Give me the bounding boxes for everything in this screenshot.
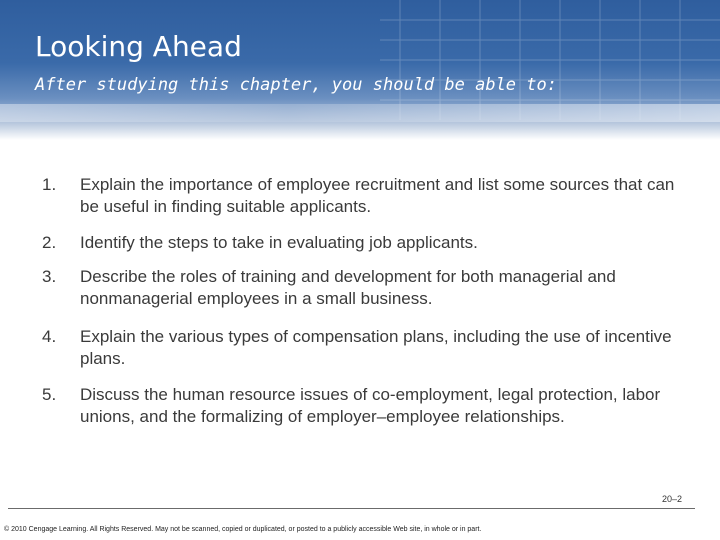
objective-item — [42, 326, 692, 370]
objective-item — [42, 174, 692, 218]
objective-text: Identify the steps to take in evaluating job applicants. — [80, 233, 478, 252]
objective-text: Explain the importance of employee recruitment and list some sources that can be useful in finding suitable applicants. — [80, 175, 675, 216]
objective-text: Describe the roles of training and development for both managerial and nonmanagerial employees in a small business. — [80, 267, 616, 308]
objective-number: 5. — [42, 385, 57, 404]
objective-number: 3. — [42, 267, 57, 286]
footer-divider — [8, 508, 695, 509]
objective-number: 2. — [42, 233, 57, 252]
objective-number: 1. — [42, 175, 57, 194]
slide-header — [0, 0, 720, 140]
objective-item — [42, 384, 692, 428]
objective-item — [42, 266, 692, 310]
objective-text: Explain the various types of compensation plans, including the use of incentive plans. — [80, 327, 672, 368]
slide-subtitle: After studying this chapter, you should be able to: — [35, 75, 557, 95]
page-number: 20–2 — [661, 494, 682, 504]
slide-title: Looking Ahead — [35, 30, 242, 63]
learning-objectives-list — [42, 174, 692, 442]
header-fade-band — [0, 104, 720, 122]
objective-text: Discuss the human resource issues of co-employment, legal protection, labor unions, and the formalizing of employer–employee relationships. — [80, 385, 661, 426]
grid-pattern-decoration — [380, 0, 720, 120]
objective-item — [42, 232, 692, 254]
copyright-notice: © 2010 Cengage Learning. All Rights Reserved. May not be scanned, copied or duplicated, or posted to a publicly accessible Web site, in whole or in part. — [4, 526, 482, 533]
objective-number: 4. — [42, 327, 57, 346]
